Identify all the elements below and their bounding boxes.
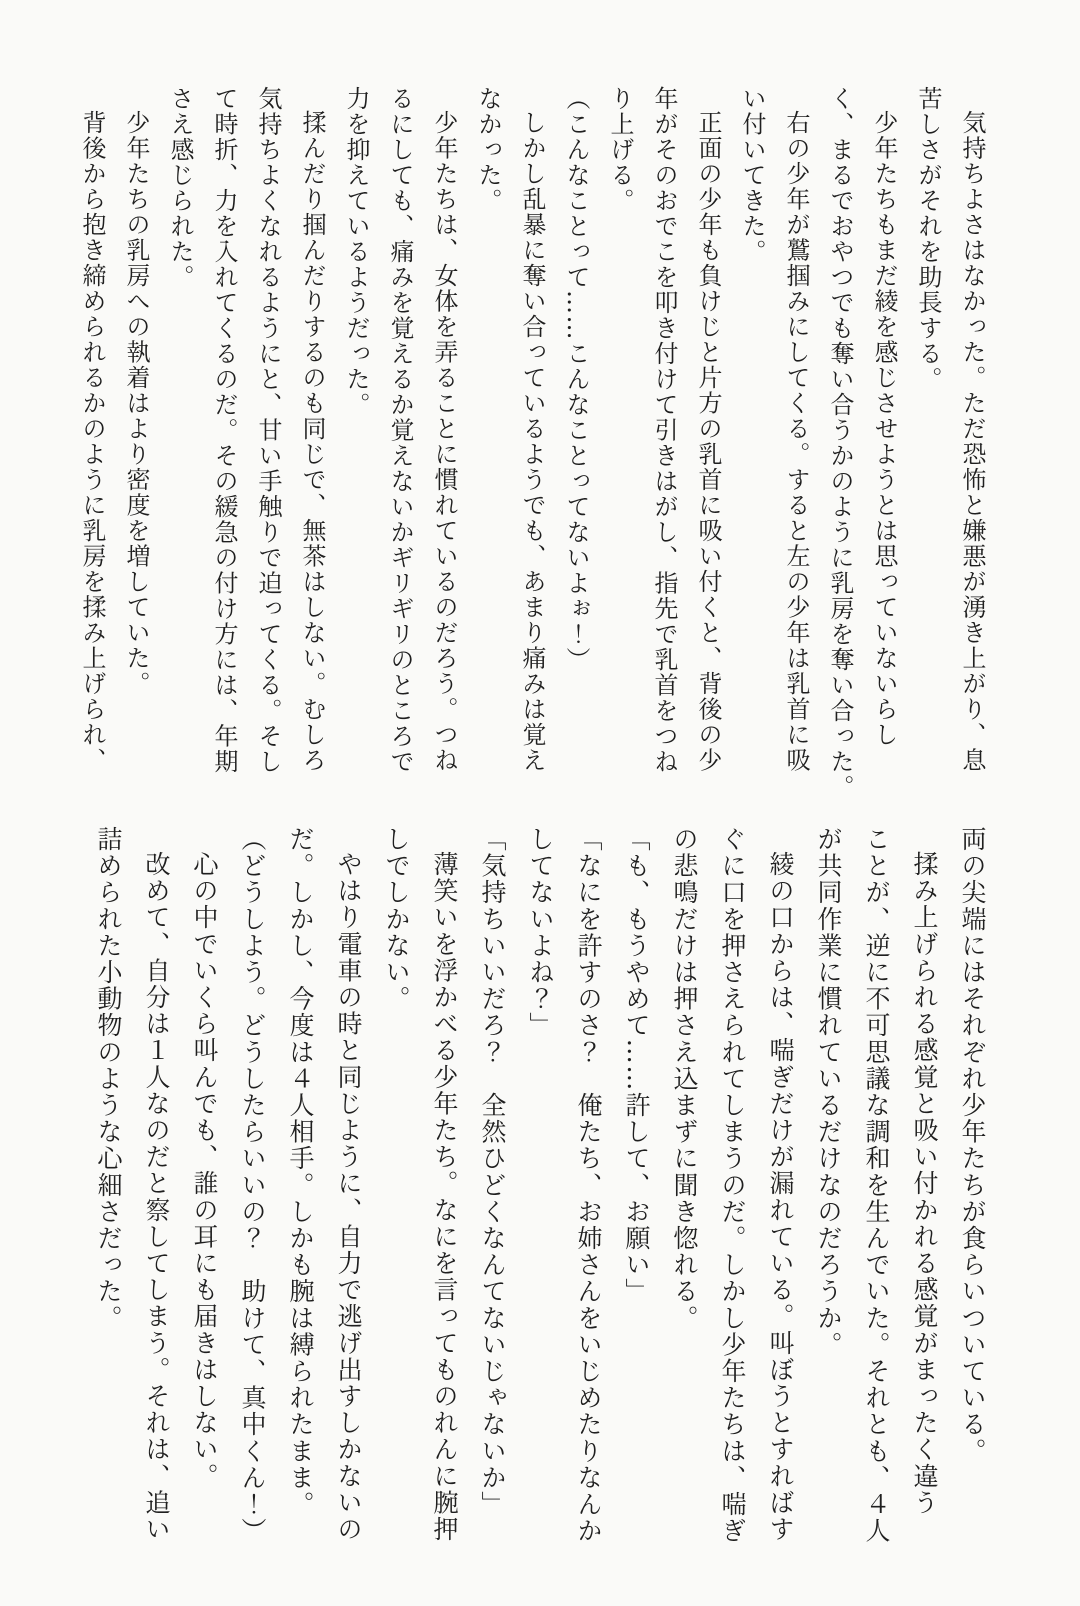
text-line: 詰められた小動物のような心細さだった。 — [94, 826, 123, 1332]
text-block-bottom — [84, 826, 996, 1546]
text-line: 右の少年が鷲掴みにしてくる。すると左の少年は乳首に吸 — [782, 110, 810, 773]
text-line: く、まるでおやつでも奪い合うかのように乳房を奪い合った。 — [826, 86, 854, 800]
text-line: さえ感じられた。 — [166, 86, 194, 290]
text-line: 「気持ちいいだろ？ 全然ひどくなんてないじゃないか」 — [478, 826, 507, 1518]
text-line: 苦しさがそれを助長する。 — [914, 86, 942, 392]
text-line: 少年たちもまだ綾を感じさせようとは思っていないらし — [870, 110, 898, 748]
text-line: （こんなことって……こんなことってないよぉ！） — [562, 86, 590, 673]
text-line: 力を抑えているようだった。 — [342, 86, 370, 418]
text-line: り上げる。 — [606, 86, 634, 214]
text-line: 心の中でいくら叫んでも、誰の耳にも届きはしない。 — [190, 851, 219, 1490]
text-line: 改めて、自分は１人なのだと察してしまう。それは、追い — [142, 851, 171, 1543]
text-line: 少年たちの乳房への執着はより密度を増していた。 — [122, 110, 150, 697]
text-line: るにしても、痛みを覚えるか覚えないかギリギリのところで — [386, 86, 414, 775]
text-line: 背後から抱き締められるかのように乳房を揉み上げられ、 — [78, 110, 106, 773]
text-line: ぐに口を押さえられてしまうのだ。しかし少年たちは、喘ぎ — [718, 826, 747, 1545]
text-line: 少年たちは、女体を弄ることに慣れているのだろう。つね — [430, 110, 458, 773]
text-line: て時折、力を入れてくるのだ。その緩急の付け方には、年期 — [210, 86, 238, 775]
text-line: い付いてきた。 — [738, 86, 766, 265]
text-line: ことが、逆に不可思議な調和を生んでいた。それとも、４人 — [862, 826, 891, 1545]
text-line: 揉み上げられる感覚と吸い付かれる感覚がまったく違う — [910, 851, 939, 1516]
text-line: 「なにを許すのさ？ 俺たち、お姉さんをいじめたりなんか — [574, 826, 603, 1545]
text-line: 気持ちよくなれるようにと、甘い手触りで迫ってくる。そし — [254, 86, 282, 775]
text-line: やはり電車の時と同じように、自力で逃げ出すしかないの — [334, 851, 363, 1543]
text-line: してないよね？」 — [526, 826, 555, 1039]
text-line: の悲鳴だけは押さえ込まずに聞き惚れる。 — [670, 826, 699, 1332]
text-line: 両の尖端にはそれぞれ少年たちが食らいついている。 — [958, 826, 987, 1465]
text-line: 「も、もうやめて……許して、お願い」 — [622, 826, 651, 1305]
text-line: 揉んだり掴んだりするのも同じで、無茶はしない。むしろ — [298, 110, 326, 773]
text-line: 薄笑いを浮かべる少年たち。なにを言ってものれんに腕押 — [430, 851, 459, 1543]
text-line: 年がそのおでこを叩き付けて引きはがし、指先で乳首をつね — [650, 86, 678, 775]
text-line: しかし乱暴に奪い合っているようでも、あまり痛みは覚え — [518, 110, 546, 773]
text-line: しでしかない。 — [382, 826, 411, 1013]
text-line: が共同作業に慣れているだけなのだろうか。 — [814, 826, 843, 1358]
text-line: なかった。 — [474, 86, 502, 214]
text-line: 綾の口からは、喘ぎだけが漏れている。叫ぼうとすればす — [766, 851, 795, 1543]
text-line: 気持ちよさはなかった。ただ恐怖と嫌悪が湧き上がり、息 — [958, 110, 986, 773]
text-line: だ。しかし、今度は４人相手。しかも腕は縛られたまま。 — [286, 826, 315, 1518]
text-line: （どうしよう。どうしたらいいの？ 助けて、真中くん！） — [238, 826, 267, 1545]
text-line: 正面の少年も負けじと片方の乳首に吸い付くと、背後の少 — [694, 110, 722, 773]
text-block-top — [70, 86, 994, 800]
